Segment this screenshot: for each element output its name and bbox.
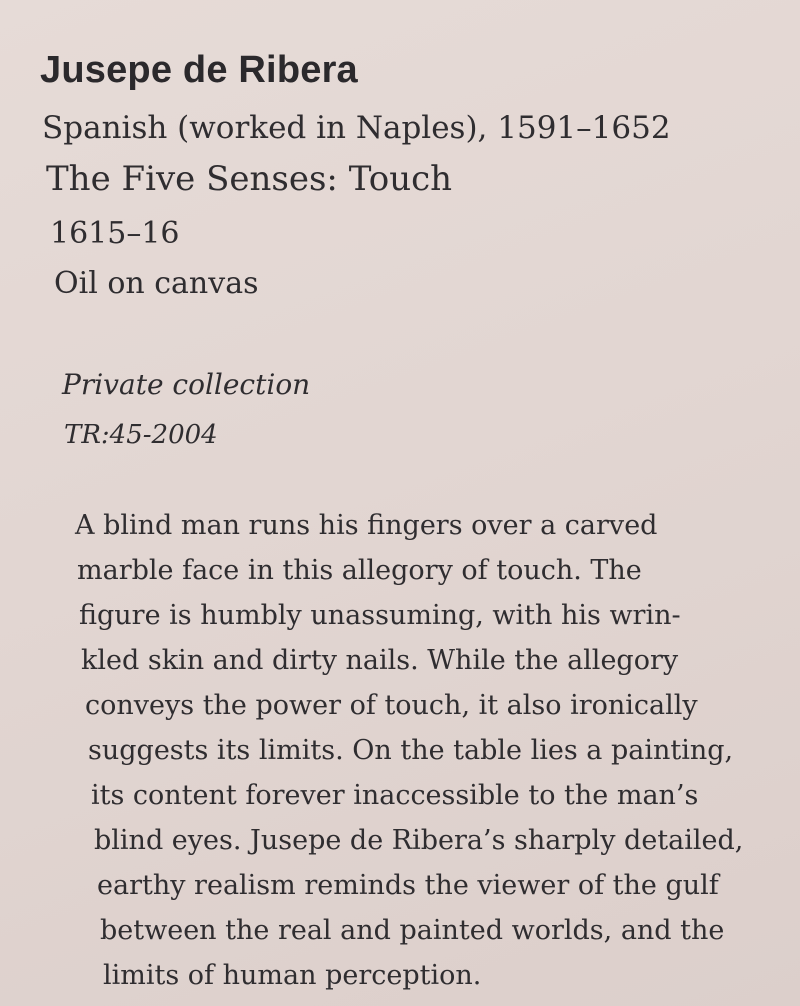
credit-line: Private collection [62,368,311,401]
accession-number: TR:45-2004 [64,420,218,450]
description-line: marble face in this allegory of touch. The [77,555,642,586]
description-line: kled skin and dirty nails. While the allegory [81,645,679,676]
description-line: suggests its limits. On the table lies a painting, [88,735,734,766]
description-line: figure is humbly unassuming, with his wrin- [79,600,681,631]
description-line: limits of human perception. [103,960,482,991]
artwork-medium: Oil on canvas [54,266,259,301]
artist-name: Jusepe de Ribera [40,49,358,91]
description-line: A blind man runs his fingers over a carved [75,510,658,541]
artist-nationality-dates: Spanish (worked in Naples), 1591–1652 [42,110,671,146]
description-line: blind eyes. Jusepe de Ribera’s sharply detailed, [94,825,744,856]
artwork-date: 1615–16 [50,216,180,251]
description-line: conveys the power of touch, it also ironically [85,690,698,721]
description-line: its content forever inaccessible to the man’s [91,780,699,811]
description-line: earthy realism reminds the viewer of the gulf [97,870,719,901]
artwork-title: The Five Senses: Touch [46,159,453,199]
description-line: between the real and painted worlds, and the [100,915,725,946]
